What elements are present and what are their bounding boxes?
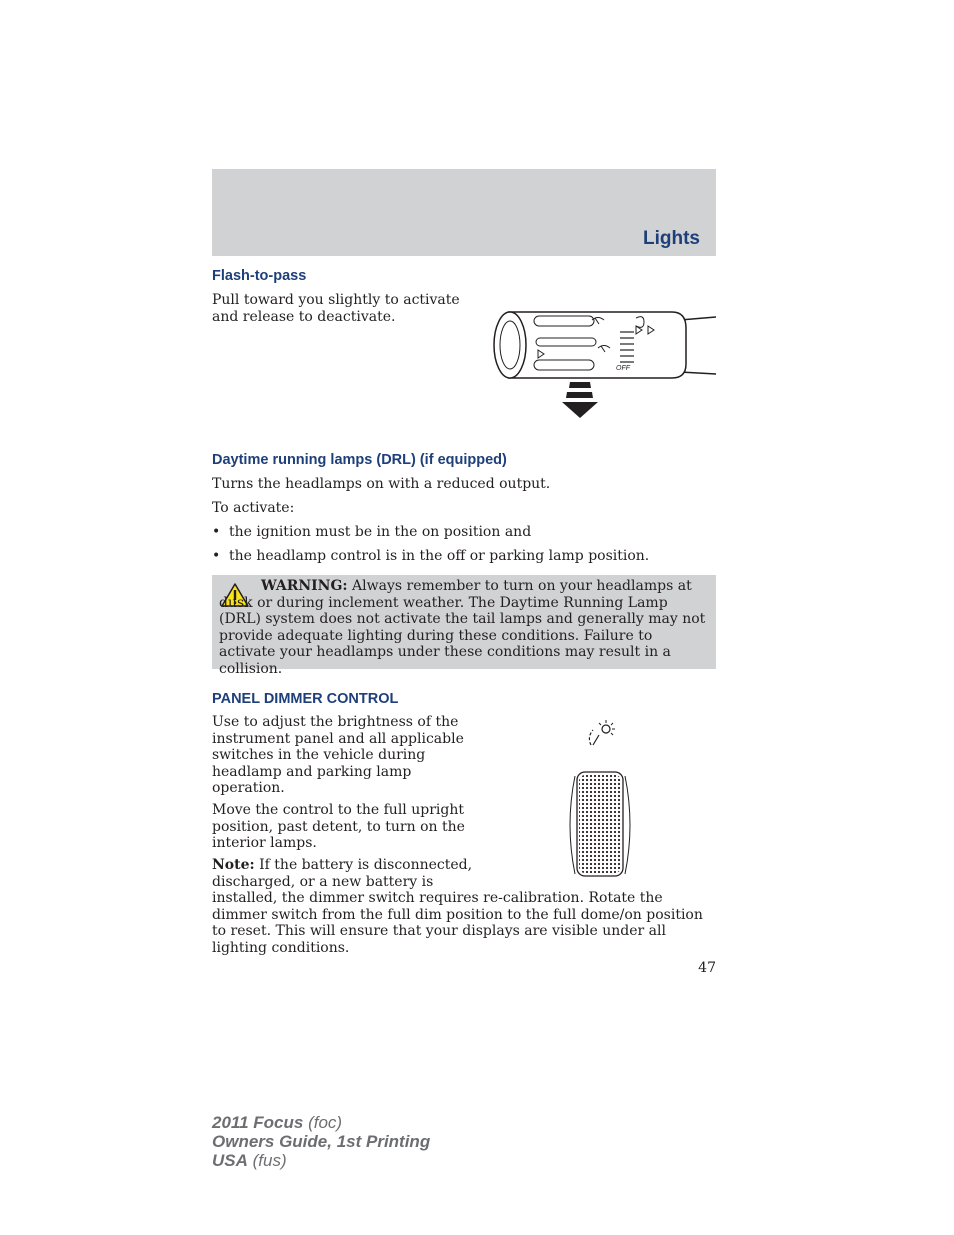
drl-to-activate: To activate: bbox=[212, 500, 295, 516]
page-number: 47 bbox=[698, 960, 716, 976]
panel-dimmer-para2: Move the control to the full upright position, past detent, to turn on the interior lamps. bbox=[212, 802, 465, 851]
warning-text: WARNING: Always remember to turn on your headlamps at dusk or during inclement weather. The Daytime Running Lamp (DRL) system does not activate the tail lamps and generally may not provide adequate lighting during these conditions. Failure to activate your headlamps under these conditions may result in a collision. bbox=[219, 578, 706, 677]
panel-dimmer-note-line1: Note: If the battery is disconnected, bbox=[212, 857, 473, 873]
panel-dimmer-para1: Use to adjust the brightness of the instrument panel and all applicable switches in the vehicle during headlamp and parking lamp operation. bbox=[212, 714, 464, 796]
drl-intro: Turns the headlamps on with a reduced output. bbox=[212, 476, 551, 492]
lever-off-label: OFF bbox=[616, 365, 630, 372]
section-header-bar bbox=[212, 169, 716, 256]
panel-dimmer-symbol-icon bbox=[585, 719, 619, 749]
panel-dimmer-note-rest: installed, the dimmer switch requires re-calibration. Rotate the dimmer switch from the full dim position to the full dome/on position to reset. This will ensure that your displays are visible under all lighting conditions. bbox=[212, 890, 703, 956]
flash-to-pass-text: Pull toward you slightly to activate and release to deactivate. bbox=[212, 292, 460, 325]
warning-label: WARNING: bbox=[261, 578, 348, 594]
drl-heading: Daytime running lamps (DRL) (if equipped) bbox=[212, 452, 507, 468]
panel-dimmer-heading: PANEL DIMMER CONTROL bbox=[212, 691, 399, 707]
section-title: Lights bbox=[643, 228, 700, 249]
panel-dimmer-thumbwheel bbox=[565, 770, 635, 880]
multifunction-lever-illustration bbox=[492, 308, 717, 424]
warning-box bbox=[212, 575, 716, 677]
panel-dimmer-note-line2: discharged, or a new battery is bbox=[212, 874, 434, 890]
flash-to-pass-heading: Flash-to-pass bbox=[212, 268, 307, 284]
document-footer: 2011 Focus (foc) Owners Guide, 1st Printing USA (fus) bbox=[212, 1113, 431, 1170]
